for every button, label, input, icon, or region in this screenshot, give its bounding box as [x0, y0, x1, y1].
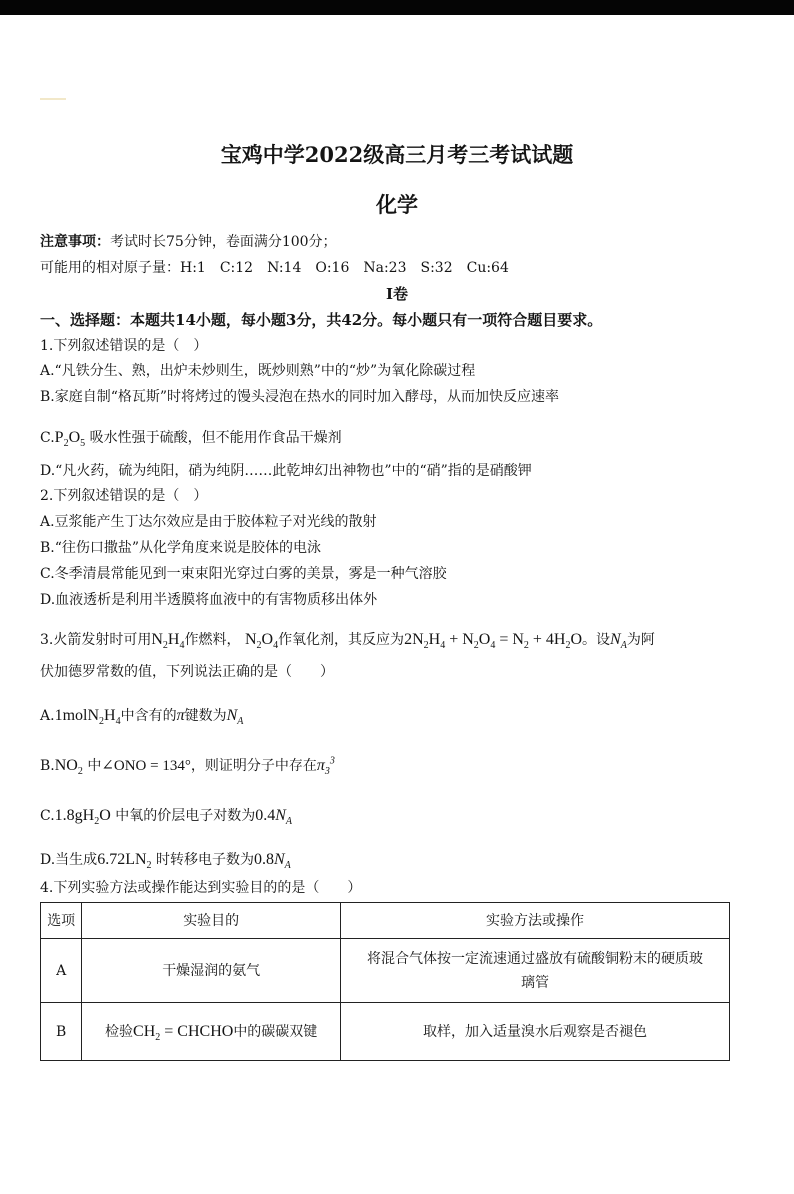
q2-option-c: C.冬季清晨常能见到一束束阳光穿过白雾的美景，雾是一种气溶胶: [40, 566, 447, 582]
row-option: A: [41, 939, 82, 1003]
exam-notice: [40, 232, 337, 252]
avogadro-symbol: $N_A$: [610, 631, 627, 652]
q3-option-b: $B.NO_2$ 中∠ONO = 134°，则证明分子中存在$\pi_3^3$: [40, 755, 335, 778]
q4-stem: 4.下列实验方法或操作能达到实验目的的是（ ）: [40, 880, 362, 896]
header-option: 选项: [41, 903, 82, 939]
notice-label: 注意事项：: [40, 234, 110, 250]
q2-option-d: D.血液透析是利用半透膜将血液中的有害物质移出体外: [40, 592, 378, 608]
scan-smudge: [40, 98, 66, 100]
q1-option-b: B.家庭自制“格瓦斯”时将烤过的馒头浸泡在热水的同时加入酵母，从而加快反应速率: [40, 389, 560, 405]
q3-option-d: D.当生成$6.72LN_2$ 时转移电子数为$0.8N_A$: [40, 851, 291, 872]
p2o5-formula: $P_2O_5$: [54, 429, 86, 450]
n2h4-formula: $N_2H_4$: [151, 631, 185, 652]
experiment-table: [40, 902, 730, 1061]
pi-bond-symbol: $\pi_3^3$: [316, 755, 335, 778]
reaction-equation: $2N_2H_4 + N_2O_4 = N_2 + 4H_2O$: [404, 631, 583, 652]
row-purpose: 检验$CH_2$ = CHCHO中的碳碳双键: [82, 1003, 341, 1061]
atomic-masses: 可能用的相对原子量：H:1 C:12 N:14 O:16 Na:23 S:32 Cu:64: [40, 260, 509, 276]
exam-title: 宝鸡中学2022级高三月考三考试试题: [220, 142, 574, 167]
q3-stem-line2: 伏加德罗常数的值，下列说法正确的是（ ）: [40, 664, 334, 680]
header-method: 实验方法或操作: [341, 903, 730, 939]
q3-stem: 3.火箭发射时可用$N_2H_4$作燃料， $N_2O_4$作氧化剂，其反应为$2N_2H_4 + N_2O_4 = N_2 + 4H_2O$。设$N_A$为阿: [40, 631, 655, 652]
row-method: 将混合气体按一定流速通过盛放有硫酸铜粉末的硬质玻 璃管: [341, 939, 730, 1003]
volume-label: I卷: [385, 285, 409, 303]
scan-top-border: [0, 0, 794, 15]
q2-stem: 2.下列叙述错误的是（ ）: [40, 488, 208, 504]
q2-option-a: A.豆浆能产生丁达尔效应是由于胶体粒子对光线的散射: [40, 514, 377, 530]
q1-option-a: A.“凡铁分生、熟，出炉未炒则生，既炒则熟”中的“炒”为氧化除碳过程: [40, 363, 476, 379]
exam-subject: 化学: [376, 192, 418, 217]
q1-option-d: D.“凡火药，硫为纯阳，硝为纯阴……此乾坤幻出神物也”中的“硝”指的是硝酸钾: [40, 463, 532, 479]
row-option: B: [41, 1003, 82, 1061]
q2-option-b: B.“往伤口撒盐”从化学角度来说是胶体的电泳: [40, 540, 322, 556]
table-row: [41, 939, 730, 1003]
q3-option-c: $C.1.8gH_2O$ 中氧的价层电子对数为$0.4N_A$: [40, 807, 293, 828]
table-row: [41, 1003, 730, 1061]
acrolein-formula: $CH_2$ = CHCHO: [133, 1022, 234, 1043]
n2o4-formula: $N_2O_4$: [244, 631, 279, 652]
table-header-row: [41, 903, 730, 939]
row-method: 取样，加入适量溴水后观察是否褪色: [341, 1003, 730, 1061]
q1-stem: 1.下列叙述错误的是（ ）: [40, 338, 208, 354]
header-purpose: 实验目的: [82, 903, 341, 939]
section-heading: 一、选择题：本题共14小题，每小题3分，共42分。每小题只有一项符合题目要求。: [40, 311, 603, 329]
q1-option-c: $C.P_2O_5$ 吸水性强于硫酸，但不能用作食品干燥剂: [40, 429, 342, 450]
row-purpose: 干燥湿润的氨气: [82, 939, 341, 1003]
q3-option-a: $A.1molN_2H_4$中含有的π键数为$N_A$: [40, 707, 244, 728]
notice-text: 考试时长75分钟，卷面满分100分；: [110, 234, 337, 250]
